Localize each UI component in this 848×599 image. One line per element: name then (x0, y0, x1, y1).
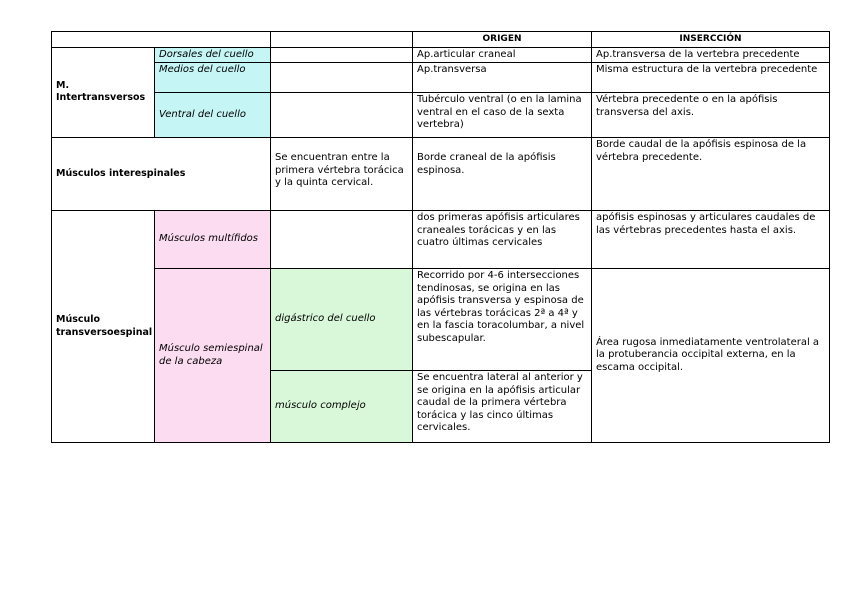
table-row (52, 211, 830, 269)
header-row (52, 32, 830, 48)
empty-cell (271, 63, 413, 93)
header-blank (271, 32, 413, 48)
origin-cell: Borde craneal de la apófisis espinosa. (413, 138, 592, 211)
origin-cell: dos primeras apófisis articulares craneales torácicas y en las cuatro últimas cervicales (413, 211, 592, 269)
table-row (52, 47, 830, 63)
muscle-table (51, 31, 830, 443)
origin-cell: Tubérculo ventral (o en la lamina ventral en el caso de la sexta vertebra) (413, 93, 592, 138)
table-row (52, 93, 830, 138)
table-row (52, 138, 830, 211)
origin-cell: Se encuentra lateral al anterior y se origina en la apófisis articular caudal de la primera vértebra torácica y las cinco últimas cervicales. (413, 371, 592, 443)
insertion-cell: Ap.transversa de la vertebra precedente (592, 47, 830, 63)
note-cell: Se encuentran entre la primera vértebra torácica y la quinta cervical. (271, 138, 413, 211)
origin-cell: Recorrido por 4-6 intersecciones tendinosas, se origina en las apófisis transversa y espinosa de las vértebras torácicas 2ª a 4ª y en la fascia toracolumbar, a nivel subescapular. (413, 269, 592, 371)
origin-cell: Ap.transversa (413, 63, 592, 93)
header-blank (52, 32, 271, 48)
sub-muscle-cell: músculo complejo (271, 371, 413, 443)
sub-muscle-cell: digástrico del cuello (271, 269, 413, 371)
group-interespinales: Músculos interespinales (52, 138, 271, 211)
insertion-cell: Misma estructura de la vertebra precedente (592, 63, 830, 93)
muscle-name-cell: Músculos multífidos (155, 211, 271, 269)
header-origin: ORIGEN (413, 32, 592, 48)
empty-cell (271, 93, 413, 138)
muscle-name-cell: Medios del cuello (155, 63, 271, 93)
header-insertion: INSERCCIÓN (592, 32, 830, 48)
origin-cell: Ap.articular craneal (413, 47, 592, 63)
insertion-cell: apófisis espinosas y articulares caudales de las vértebras precedentes hasta el axis. (592, 211, 830, 269)
insertion-cell: Vértebra precedente o en la apófisis transversa del axis. (592, 93, 830, 138)
group-transversoespinal: Músculo transversoespinal (52, 211, 155, 443)
muscle-name-cell: Dorsales del cuello (155, 47, 271, 63)
table-row (52, 269, 830, 371)
muscle-name-cell: Ventral del cuello (155, 93, 271, 138)
empty-cell (271, 211, 413, 269)
insertion-cell: Borde caudal de la apófisis espinosa de la vértebra precedente. (592, 138, 830, 211)
group-intertransversos: M. Intertransversos (52, 47, 155, 138)
muscle-name-cell: Músculo semiespinal de la cabeza (155, 269, 271, 443)
empty-cell (271, 47, 413, 63)
table-row (52, 63, 830, 93)
insertion-cell: Área rugosa inmediatamente ventrolateral a la protuberancia occipital externa, en la escama occipital. (592, 269, 830, 443)
